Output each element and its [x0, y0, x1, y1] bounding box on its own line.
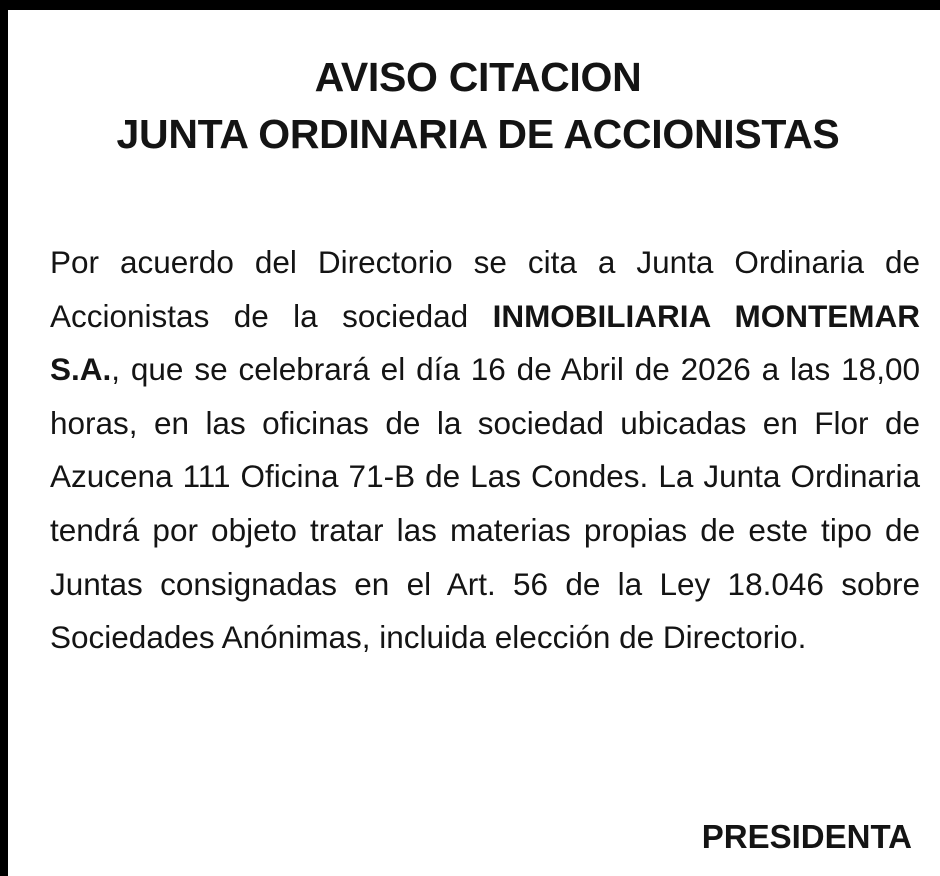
company-name: INMOBILIARIA MONTEMAR S.A.: [50, 297, 921, 388]
notice-body: [50, 236, 920, 665]
notice-title: AVISO CITACION: [314, 54, 642, 100]
notice-subtitle: JUNTA ORDINARIA DE ACCIONISTAS: [116, 111, 840, 157]
signature: PRESIDENTA: [701, 818, 912, 855]
body-text-details: , que se celebrará el día 16 de Abril de 2026 a las 18,00 horas, en las oficinas de la sociedad ubicadas en Flor de Azucena 111 Oficina 71-B de Las Condes. La Junta Ordinaria tendrá por objeto tratar las materias propias de este tipo de Juntas consignadas en el Art. 56 de la Ley 18.046 sobre Sociedades Anónimas, incluida elección de Directorio.: [50, 351, 920, 656]
body-text-intro: Por acuerdo del Directorio se cita a Junta Ordinaria de Accionistas de la sociedad: [50, 244, 920, 334]
